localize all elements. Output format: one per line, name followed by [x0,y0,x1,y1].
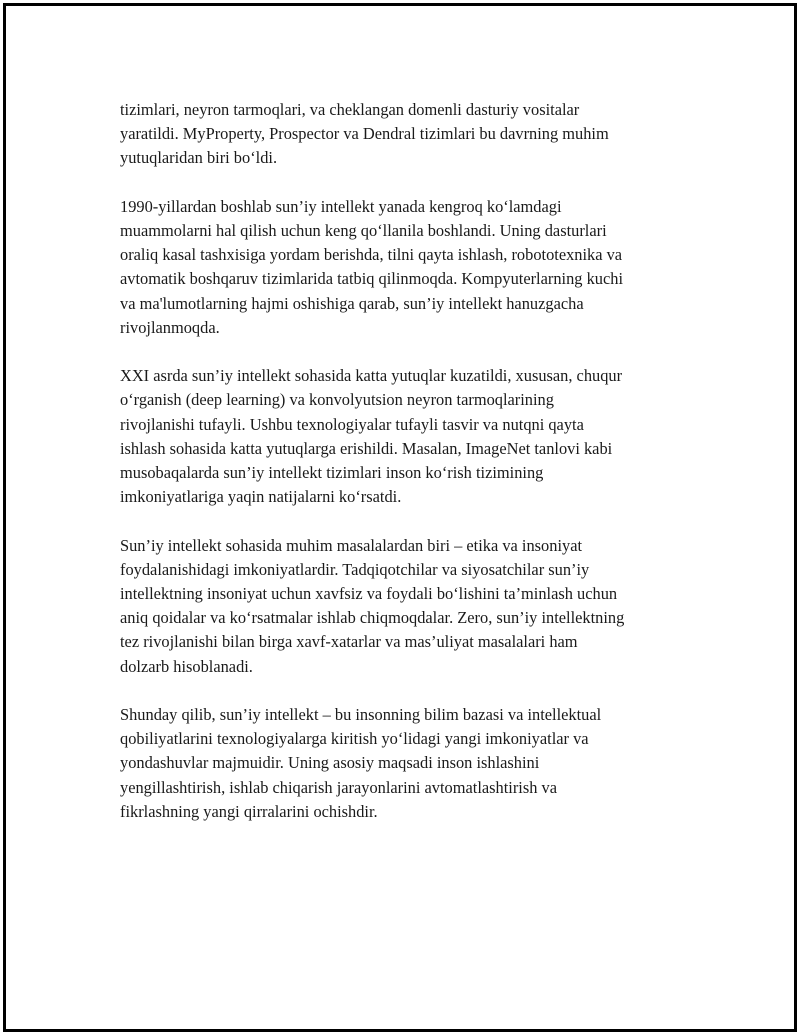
paragraph-3 [120,364,700,509]
paragraph-5 [120,703,700,824]
text-line: qobiliyatlarini texnologiyalarga kiritish yo‘lidagi yangi imkoniyatlar va [120,729,589,749]
text-line: intellektning insoniyat uchun xavfsiz va foydali bo‘lishini ta’minlash uchun [120,584,618,604]
text-line: yondashuvlar majmuidir. Uning asosiy maqsadi inson ishlashini [120,753,540,773]
text-line: ishlash sohasida katta yutuqlarga erishildi. Masalan, ImageNet tanlovi kabi [120,438,613,458]
text-line: tizimlari, neyron tarmoqlari, va cheklangan domenli dasturiy vositalar [120,100,580,119]
text-line: yaratildi. MyProperty, Prospector va Dendral tizimlari bu davrning muhim [120,124,609,144]
text-line: aniq qoidalar va ko‘rsatmalar ishlab chiqmoqdalar. Zero, sun’iy intellektning [120,608,625,628]
text-line: o‘rganish (deep learning) va konvolyutsion neyron tarmoqlarining [120,390,554,410]
text-line: rivojlanishi tufayli. Ushbu texnologiyalar tufayli tasvir va nutqni qayta [120,414,584,434]
text-line: foydalanishidagi imkoniyatlardir. Tadqiqotchilar va siyosatchilar sun’iy [120,559,590,579]
text-line: imkoniyatlariga yaqin natijalarni ko‘rsatdi. [120,487,402,507]
text-line: XXI asrda sun’iy intellekt sohasida katta yutuqlar kuzatildi, xususan, chuqur [120,366,623,386]
paragraph-1 [120,98,700,171]
text-line: Sun’iy intellekt sohasida muhim masalalardan biri – etika va insoniyat [120,535,583,555]
paragraph-4 [120,534,700,679]
text-line: oraliq kasal tashxisiga yordam berishda, tilni qayta ishlash, robototexnika va [120,245,623,265]
text-line: avtomatik boshqaruv tizimlarida tatbiq qilinmoqda. Kompyuterlarning kuchi [120,269,623,289]
text-line: dolzarb hisoblanadi. [120,656,253,676]
text-line: 1990-yillardan boshlab sun’iy intellekt yanada kengroq ko‘lamdagi [120,196,562,216]
document-body [120,98,700,848]
text-line: rivojlanmoqda. [120,317,220,337]
text-line: muammolarni hal qilish uchun keng qo‘llanila boshlandi. Uning dasturlari [120,221,607,240]
text-line: yengillashtirish, ishlab chiqarish jarayonlarini avtomatlashtirish va [120,777,557,797]
text-line: yutuqlaridan biri bo‘ldi. [120,148,278,168]
page-frame [3,3,797,1032]
text-line: tez rivojlanishi bilan birga xavf-xatarlar va mas’uliyat masalalari ham [120,632,578,652]
text-line: Shunday qilib, sun’iy intellekt – bu insonning bilim bazasi va intellektual [120,705,602,725]
paragraph-2 [120,195,700,340]
text-line: fikrlashning yangi qirralarini ochishdir. [120,801,378,821]
text-line: musobaqalarda sun’iy intellekt tizimlari inson ko‘rish tizimining [120,463,544,483]
text-line: va ma'lumotlarning hajmi oshishiga qarab, sun’iy intellekt hanuzgacha [120,293,584,313]
